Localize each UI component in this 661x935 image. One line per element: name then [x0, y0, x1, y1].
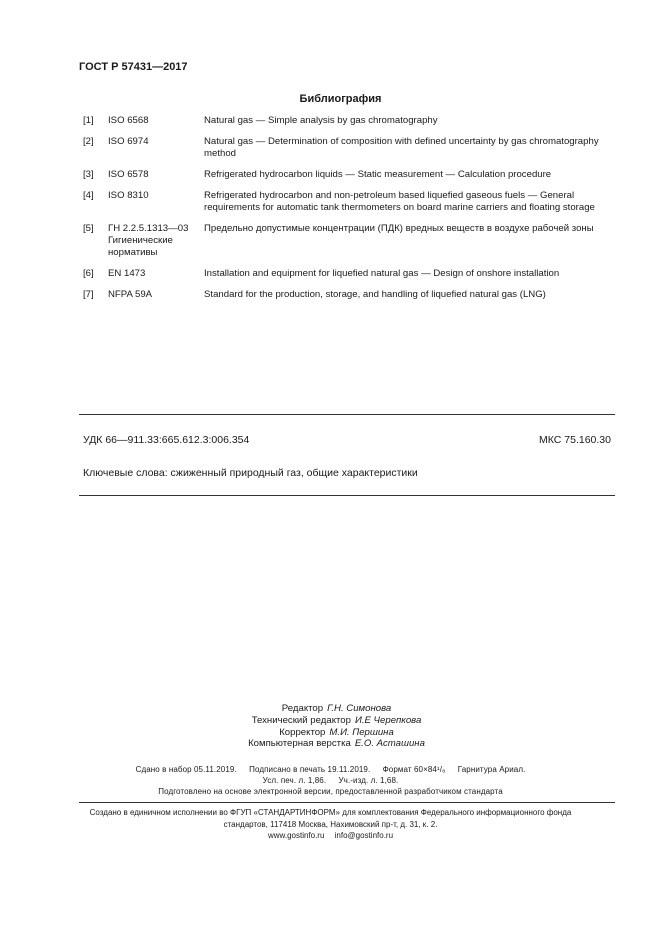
entry-number: [1]: [83, 115, 94, 126]
entry-document: ISO 6578: [108, 169, 149, 180]
entry-title: Предельно допустимые концентрации (ПДК) вредных веществ в воздухе рабочей зоны: [204, 223, 594, 234]
bibliography-entry: [83, 289, 623, 301]
entry-document: ISO 6568: [108, 115, 149, 126]
entry-title: Standard for the production, storage, and handling of liquefied natural gas (LNG): [204, 289, 546, 300]
bibliography-entry: [83, 190, 623, 214]
imprint-sheets: Усл. печ. л. 1,86. Уч.-изд. л. 1,68.: [262, 776, 399, 785]
credit-layout: Компьютерная верстка Е.О. Асташина: [248, 738, 425, 750]
entry-number: [2]: [83, 136, 94, 147]
entry-document: NFPA 59A: [108, 289, 153, 300]
bibliography-entry: [83, 169, 623, 181]
udk-code: УДК 66—911.33:665.612.3:006.354: [83, 434, 250, 446]
imprint-prepared: Подготовлено на основе электронной версии, предоставленной разработчиком стандарта: [158, 787, 503, 796]
divider-middle: [79, 495, 615, 496]
bibliography-entry: [83, 136, 623, 160]
entry-title: Natural gas — Simple analysis by gas chromatography: [204, 115, 438, 126]
entry-title: Refrigerated hydrocarbon and non-petroleum based liquefied gaseous fuels — General requirements for automatic tank thermometers on board marine carriers and floating storage: [204, 190, 595, 213]
entry-document: EN 1473: [108, 268, 146, 279]
entry-title: Natural gas — Determination of composition with defined uncertainty by gas chromatography method: [204, 136, 599, 159]
mks-code: МКС 75.160.30: [539, 434, 611, 446]
entry-number: [3]: [83, 169, 94, 180]
print-imprint: [0, 764, 661, 797]
keywords: Ключевые слова: сжиженный природный газ, общие характеристики: [83, 467, 418, 479]
document-code: ГОСТ Р 57431—2017: [79, 61, 188, 73]
entry-document: ГН 2.2.5.1313—03 Гигиенические нормативы: [108, 223, 189, 258]
credit-corrector: Корректор М.И. Першина: [279, 726, 394, 738]
publisher-footer: [0, 807, 661, 842]
bibliography-entry: [83, 223, 623, 259]
bibliography-entry: [83, 268, 623, 280]
divider-bottom: [79, 802, 615, 803]
entry-document: ISO 6974: [108, 136, 149, 147]
editorial-credits: [0, 703, 661, 750]
bibliography-list: [83, 115, 623, 310]
entry-document: ISO 8310: [108, 190, 149, 201]
imprint-print-details: Сдано в набор 05.11.2019. Подписано в печать 19.11.2019. Формат 60×84¹/₈ Гарнитура Ариал.: [135, 765, 526, 774]
entry-title: Refrigerated hydrocarbon liquids — Static measurement — Calculation procedure: [204, 169, 552, 180]
credit-editor: Редактор Г.Н. Симонова: [281, 703, 392, 714]
publisher-line-1: Создано в единичном исполнении во ФГУП «СТАНДАРТИНФОРМ» для комплектования Федерального информационного фонда: [89, 808, 572, 817]
divider-top: [79, 414, 615, 415]
publisher-contacts: [0, 830, 661, 842]
email-link[interactable]: info@gostinfo.ru: [334, 831, 394, 840]
publisher-line-2: стандартов, 117418 Москва, Нахимовский пр-т, д. 31, к. 2.: [223, 819, 438, 829]
entry-number: [7]: [83, 289, 94, 300]
entry-number: [6]: [83, 268, 94, 279]
website-link[interactable]: www.gostinfo.ru: [267, 831, 325, 840]
bibliography-title: Библиография: [299, 93, 382, 105]
entry-title: Installation and equipment for liquefied natural gas — Design of onshore installation: [204, 268, 560, 279]
credit-tech-editor: Технический редактор И.Е Черепкова: [251, 714, 422, 726]
entry-number: [4]: [83, 190, 94, 201]
bibliography-entry: [83, 115, 623, 127]
classification-row: [83, 434, 611, 446]
entry-number: [5]: [83, 223, 94, 234]
